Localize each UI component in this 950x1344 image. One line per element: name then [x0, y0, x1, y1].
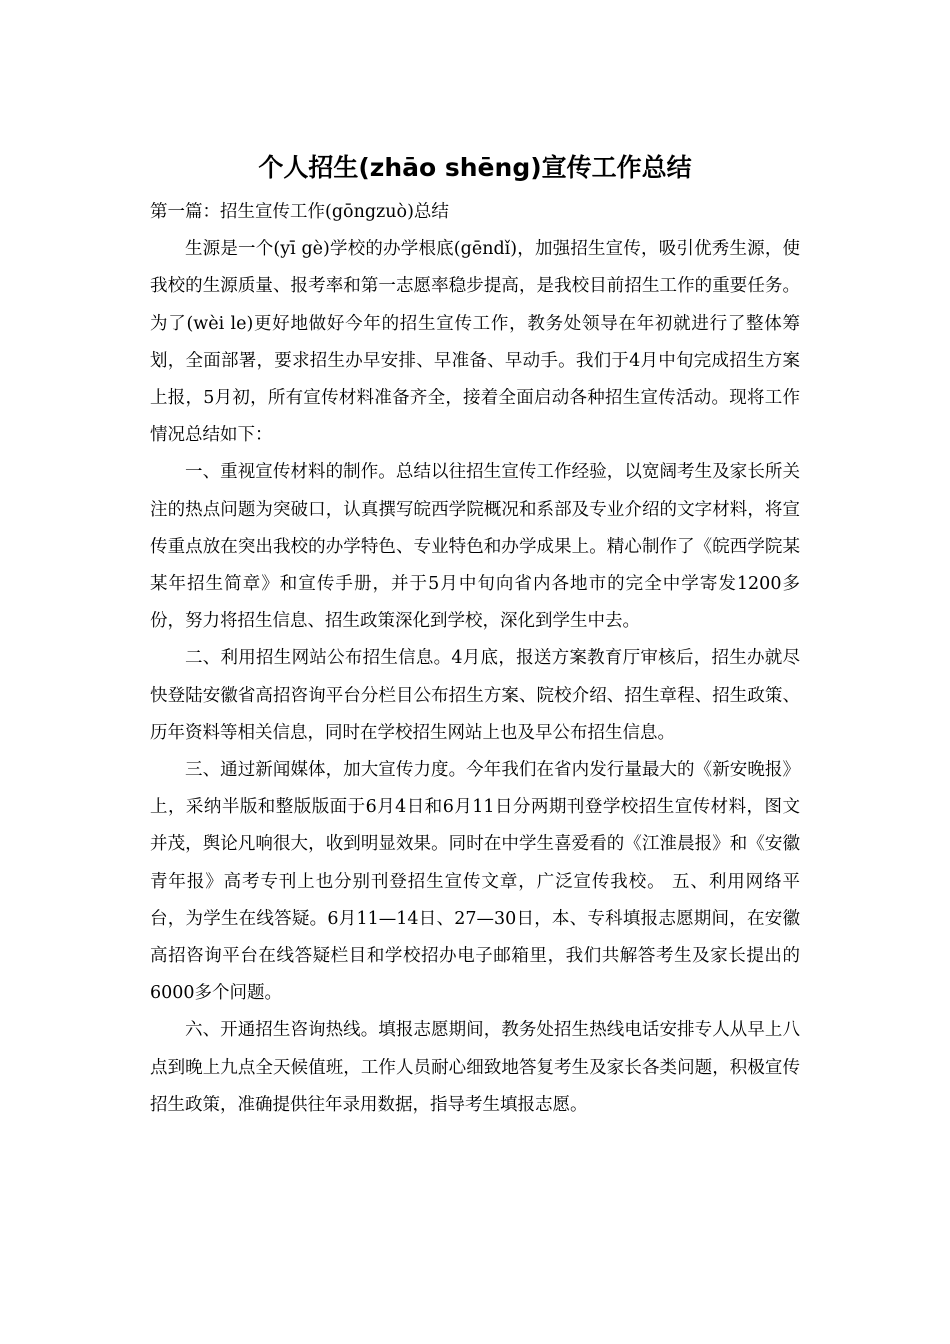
document-body — [150, 194, 800, 1124]
document-title: 个人招生(zhāo shēng)宣传工作总结 — [258, 153, 692, 182]
section-heading: 第一篇：招生宣传工作(gōngzuò)总结 — [150, 202, 449, 222]
paragraph-media: 三、通过新闻媒体，加大宣传力度。今年我们在省内发行量最大的《新安晚报》上，采纳半版和整版版面于6月4日和6月11日分两期刊登学校招生宣传材料，图文并茂，舆论凡响很大，收到明显效果。同时在中学生喜爱看的《江淮晨报》和《安徽青年报》高考专刊上也分别刊登招生宣传文章，广泛宣传我校。 五、利用网络平台，为学生在线答疑。6月11—14日、27—30日，本、专科填报志愿期间，在安徽高招咨询平台在线答疑栏目和学校招办电子邮箱里，我们共解答考生及家长提出的6000多个问题。 — [150, 760, 800, 1004]
paragraph-website: 二、利用招生网站公布招生信息。4月底，报送方案教育厅审核后，招生办就尽快登陆安徽省高招咨询平台分栏目公布招生方案、院校介绍、招生章程、招生政策、历年资料等相关信息，同时在学校招生网站上也及早公布招生信息。 — [150, 648, 800, 743]
paragraph-hotline: 六、开通招生咨询热线。填报志愿期间，教务处招生热线电话安排专人从早上八点到晚上九点全天候值班，工作人员耐心细致地答复考生及家长各类问题，积极宣传招生政策，准确提供往年录用数据，指导考生填报志愿。 — [150, 1020, 800, 1115]
paragraph-materials: 一、重视宣传材料的制作。总结以往招生宣传工作经验，以宽阔考生及家长所关注的热点问题为突破口，认真撰写皖西学院概况和系部及专业介绍的文字材料，将宣传重点放在突出我校的办学特色、专业特色和办学成果上。精心制作了《皖西学院某某年招生简章》和宣传手册，并于5月中旬向省内各地市的完全中学寄发1200多份，努力将招生信息、招生政策深化到学校，深化到学生中去。 — [150, 462, 800, 632]
paragraph-intro: 生源是一个(yī gè)学校的办学根底(gēndǐ)，加强招生宣传，吸引优秀生源，使我校的生源质量、报考率和第一志愿率稳步提高，是我校目前招生工作的重要任务。为了(wèi le)更好地做好今年的招生宣传工作，教务处领导在年初就进行了整体筹划，全面部署，要求招生办早安排、早准备、早动手。我们于4月中旬完成招生方案上报，5月初，所有宣传材料准备齐全，接着全面启动各种招生宣传活动。现将工作情况总结如下： — [150, 239, 800, 446]
